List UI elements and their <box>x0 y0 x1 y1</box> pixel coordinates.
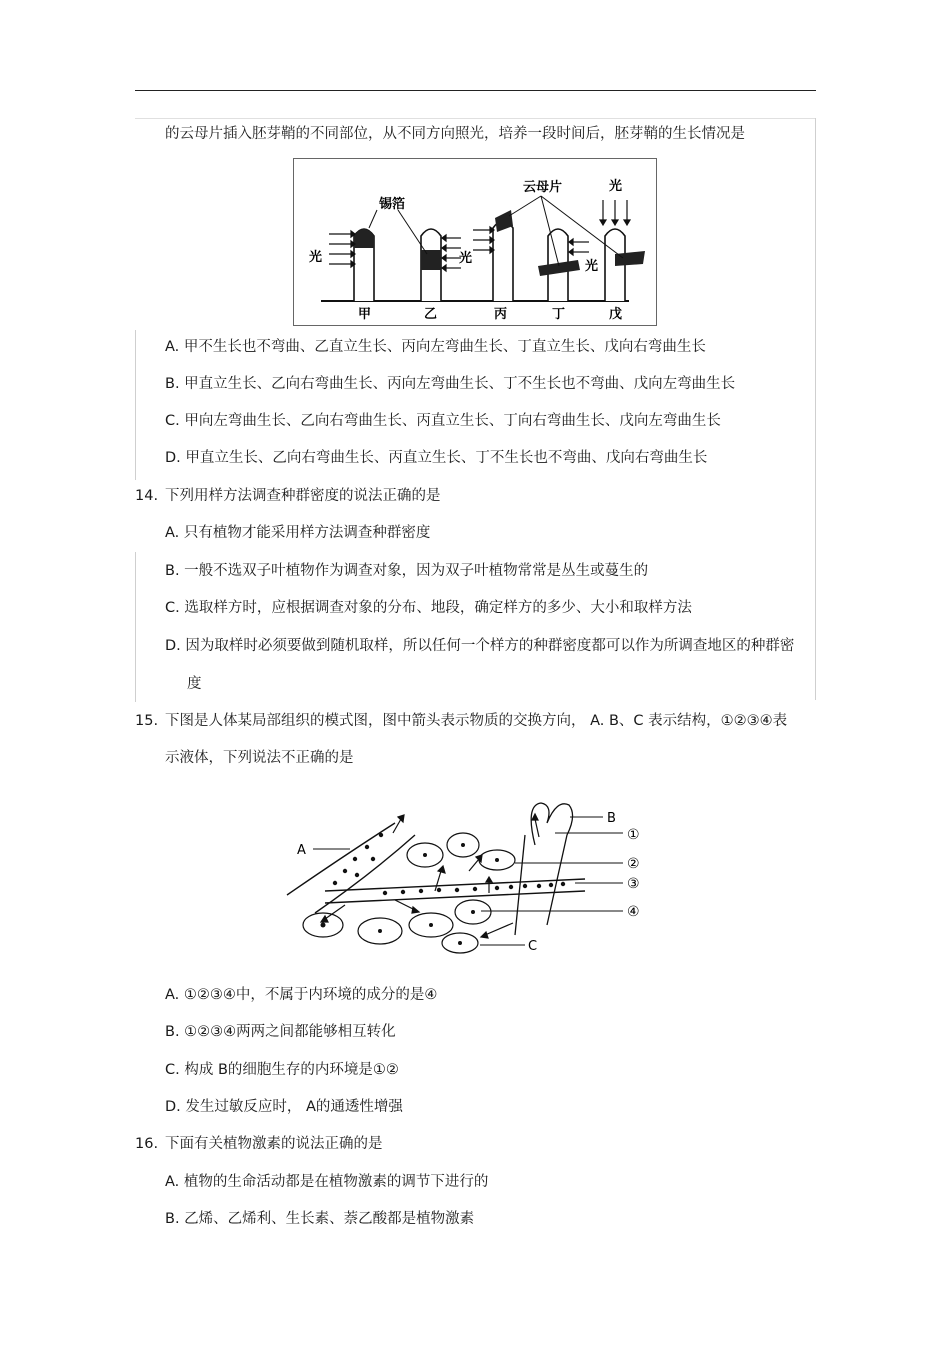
q16-number: 16. <box>135 1136 159 1152</box>
label-mica: 云母片 <box>523 180 563 195</box>
q14-stem: 下列用样方法调查种群密度的说法正确的是 <box>165 488 441 504</box>
q15-option-d[interactable]: D. 发生过敏反应时， A的通透性增强 <box>165 1099 403 1115</box>
q15-option-a[interactable]: A. ①②③④中，不属于内环境的成分的是④ <box>165 987 438 1003</box>
q14-option-d[interactable]: D. 因为取样时必须要做到随机取样，所以任何一个样方的种群密度都可以作为所调查地区的种群密 <box>165 638 795 654</box>
q14-option-a[interactable]: A. 只有植物才能采用样方法调查种群密度 <box>165 525 431 541</box>
box-top <box>135 118 815 119</box>
label-3: ③ <box>627 876 640 892</box>
q13-option-b[interactable]: B. 甲直立生长、乙向右弯曲生长、丙向左弯曲生长、丁不生长也不弯曲、戊向左弯曲生长 <box>165 376 736 392</box>
margin-line-left <box>135 330 136 480</box>
q14-option-c[interactable]: C. 选取样方时，应根据调查对象的分布、地段，确定样方的多少、大小和取样方法 <box>165 600 692 616</box>
q13-option-c[interactable]: C. 甲向左弯曲生长、乙向右弯曲生长、丙直立生长、丁向右弯曲生长、戊向左弯曲生长 <box>165 413 721 429</box>
label-wu: 戊 <box>609 307 623 322</box>
label-ding: 丁 <box>552 307 566 322</box>
q13-option-d[interactable]: D. 甲直立生长、乙向右弯曲生长、丙直立生长、丁不生长也不弯曲、戊向右弯曲生长 <box>165 450 708 466</box>
q15-option-c[interactable]: C. 构成 B的细胞生存的内环境是①② <box>165 1062 399 1078</box>
label-B: B <box>607 811 616 826</box>
label-light-2: 光 <box>459 251 473 266</box>
label-jia: 甲 <box>358 307 372 322</box>
q13-option-a[interactable]: A. 甲不生长也不弯曲、乙直立生长、丙向左弯曲生长、丁直立生长、戊向右弯曲生长 <box>165 339 706 355</box>
q14-number: 14. <box>135 488 159 504</box>
label-light-4: 光 <box>609 179 623 194</box>
header-rule <box>135 90 816 91</box>
q15-number: 15. <box>135 713 159 729</box>
label-light-1: 光 <box>309 250 323 265</box>
q14-option-d-cont: 度 <box>187 676 202 692</box>
q15-option-b[interactable]: B. ①②③④两两之间都能够相互转化 <box>165 1024 396 1040</box>
label-C: C <box>528 939 538 954</box>
q15-stem-line1: 下图是人体某局部组织的模式图，图中箭头表示物质的交换方向， A. B、C 表示结构，①②③④表 <box>165 713 788 729</box>
q16-option-a[interactable]: A. 植物的生命活动都是在植物激素的调节下进行的 <box>165 1174 489 1190</box>
q15-figure <box>285 795 665 955</box>
label-light-3: 光 <box>585 259 599 274</box>
label-1: ① <box>627 827 640 843</box>
q13-figure <box>293 158 657 326</box>
q15-stem-line2: 示液体，下列说法不正确的是 <box>165 750 354 766</box>
q16-stem: 下面有关植物激素的说法正确的是 <box>165 1136 383 1152</box>
q13-stem: 的云母片插入胚芽鞘的不同部位，从不同方向照光，培养一段时间后，胚芽鞘的生长情况是 <box>165 126 745 142</box>
label-2: ② <box>627 856 640 872</box>
label-bing: 丙 <box>494 307 508 322</box>
label-yi: 乙 <box>424 307 438 322</box>
label-A: A <box>297 843 306 858</box>
margin-line <box>815 118 816 700</box>
margin-line-left-2 <box>135 552 136 702</box>
q16-option-b[interactable]: B. 乙烯、乙烯利、生长素、萘乙酸都是植物激素 <box>165 1211 475 1227</box>
label-foil: 锡箔 <box>379 197 406 212</box>
label-4: ④ <box>627 904 640 920</box>
q14-option-b[interactable]: B. 一般不选双子叶植物作为调查对象，因为双子叶植物常常是丛生或蔓生的 <box>165 563 649 579</box>
